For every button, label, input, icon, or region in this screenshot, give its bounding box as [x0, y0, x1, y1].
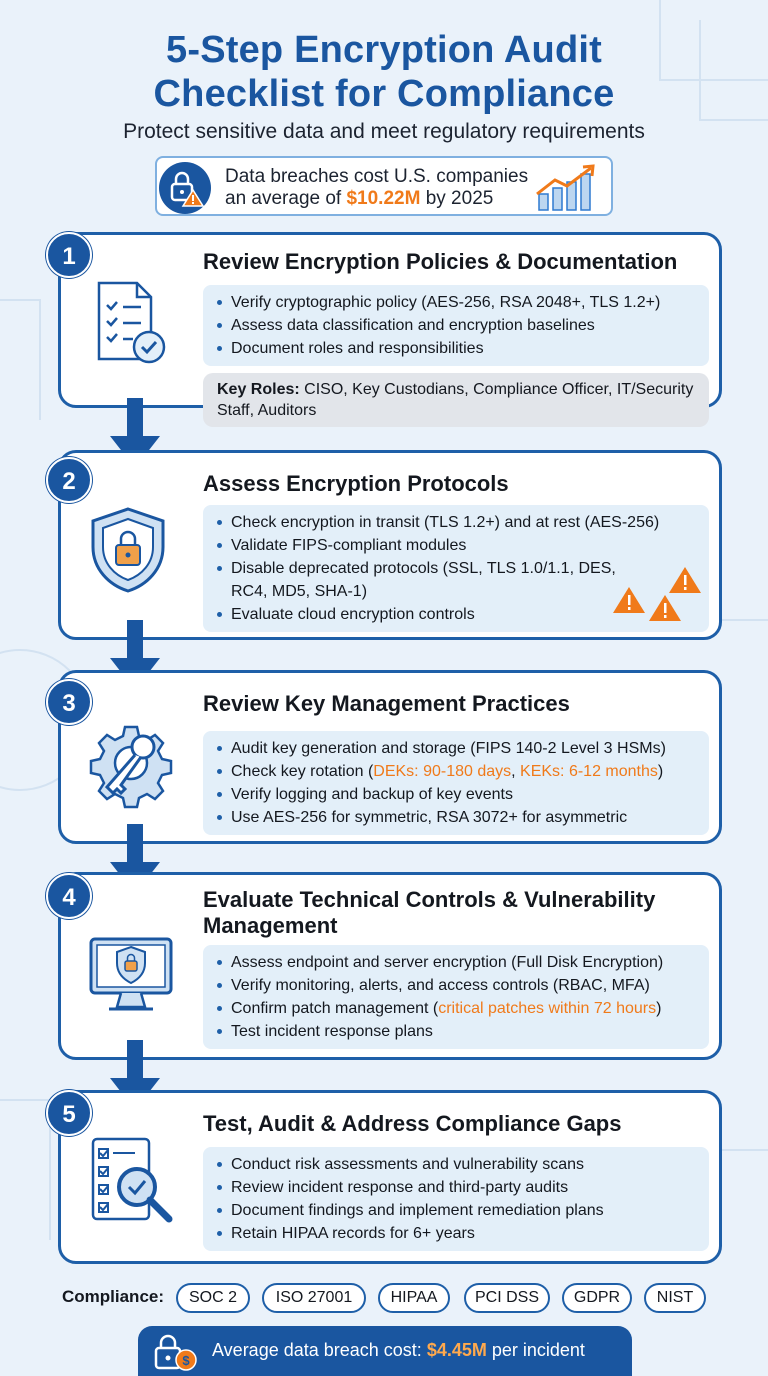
step-1-card [58, 232, 722, 419]
rotation-separator: , [511, 763, 521, 780]
key-roles-text: CISO, Key Custodians, Compliance Officer, IT/Security Staff, Auditors [217, 381, 694, 419]
list-item: Assess endpoint and server encryption (Full Disk Encryption) [215, 951, 699, 974]
shield-lock-icon [85, 505, 171, 595]
step-1-bullets [203, 285, 709, 366]
patch-prefix: Confirm patch management ( [231, 1000, 439, 1017]
breach-stat-banner [155, 156, 613, 216]
list-item: Audit key generation and storage (FIPS 140-2 Level 3 HSMs) [215, 737, 699, 760]
list-item [215, 760, 699, 783]
list-item: Document roles and responsibilities [215, 337, 699, 360]
step-3-title: Review Key Management Practices [203, 691, 570, 716]
stat-suffix: by 2025 [420, 188, 494, 209]
title-line-2: Checklist for Compliance [153, 73, 615, 115]
compliance-label: Compliance: [62, 1287, 165, 1306]
compliance-badge: HIPAA [378, 1283, 450, 1313]
gear-key-icon [85, 717, 177, 809]
monitor-shield-icon [85, 931, 177, 1017]
step-5-number: 5 [46, 1090, 92, 1136]
patch-highlight: critical patches within 72 hours [438, 1000, 657, 1017]
step-5-bullets [203, 1147, 709, 1251]
lock-warning-icon [157, 160, 213, 216]
list-item: Conduct risk assessments and vulnerability scans [215, 1153, 699, 1176]
footer-banner [138, 1326, 632, 1376]
stat-prefix: an average of [225, 188, 347, 209]
stat-line-2 [225, 188, 528, 210]
step-4-card [58, 872, 722, 1060]
page-title [0, 28, 768, 116]
list-item: Document findings and implement remediation plans [215, 1199, 699, 1222]
rotation-suffix: ) [657, 763, 664, 780]
compliance-badge: ISO 27001 [262, 1283, 366, 1313]
step-3-card [58, 670, 722, 844]
key-roles-label: Key Roles: [217, 381, 300, 398]
footer-prefix: Average data breach cost: [212, 1340, 427, 1360]
stat-line-1: Data breaches cost U.S. companies [225, 166, 529, 187]
patch-suffix: ) [656, 1000, 662, 1017]
list-item: Test incident response plans [215, 1020, 699, 1043]
step-4-title: Evaluate Technical Controls & Vulnerability Management [203, 887, 656, 938]
footer-text [212, 1340, 585, 1361]
footer-value: $4.45M [426, 1340, 487, 1360]
compliance-badge: GDPR [562, 1283, 632, 1313]
list-item: Verify monitoring, alerts, and access controls (RBAC, MFA) [215, 974, 699, 997]
step-2-title: Assess Encryption Protocols [203, 471, 509, 496]
step-4-number: 4 [46, 873, 92, 919]
warning-icon [613, 565, 703, 625]
footer-suffix: per incident [486, 1340, 585, 1360]
step-2-card [58, 450, 722, 640]
step-3-bullets [203, 731, 709, 835]
step-3-number: 3 [46, 679, 92, 725]
step-5-title: Test, Audit & Address Compliance Gaps [203, 1111, 622, 1136]
step-4-bullets [203, 945, 709, 1049]
dek-rotation: DEKs: 90-180 days [373, 763, 512, 780]
list-item: Retain HIPAA records for 6+ years [215, 1222, 699, 1245]
compliance-badge: SOC 2 [176, 1283, 250, 1313]
list-item: Validate FIPS-compliant modules [215, 534, 699, 557]
title-line-1: 5-Step Encryption Audit [166, 29, 602, 71]
checklist-magnifier-icon [85, 1135, 177, 1227]
checklist-document-icon [85, 279, 175, 369]
kek-rotation: KEKs: 6-12 months [520, 763, 658, 780]
key-roles-box [203, 373, 709, 427]
list-item: Assess data classification and encryption baselines [215, 314, 699, 337]
list-item: Evaluate cloud encryption controls [215, 603, 699, 626]
list-item: Verify logging and backup of key events [215, 783, 699, 806]
list-item: Check encryption in transit (TLS 1.2+) and at rest (AES-256) [215, 511, 699, 534]
list-item: Verify cryptographic policy (AES-256, RSA 2048+, TLS 1.2+) [215, 291, 699, 314]
trend-chart-icon [535, 164, 601, 212]
stat-text [225, 166, 528, 210]
rotation-prefix: Check key rotation ( [231, 763, 374, 780]
list-item: Review incident response and third-party audits [215, 1176, 699, 1199]
compliance-badge: NIST [644, 1283, 706, 1313]
step-2-number: 2 [46, 457, 92, 503]
lock-dollar-icon [154, 1332, 198, 1372]
page-subtitle: Protect sensitive data and meet regulatory requirements [123, 120, 645, 143]
svg-text:$: $ [182, 1353, 190, 1368]
compliance-badge: PCI DSS [464, 1283, 550, 1313]
list-item: Use AES-256 for symmetric, RSA 3072+ for asymmetric [215, 806, 699, 829]
step-1-number: 1 [46, 232, 92, 278]
list-item: Disable deprecated protocols (SSL, TLS 1.0/1.1, DES, RC4, MD5, SHA-1) [215, 557, 699, 603]
list-item [215, 997, 699, 1020]
step-1-title: Review Encryption Policies & Documentation [203, 249, 678, 274]
compliance-row [62, 1283, 762, 1313]
step-5-card [58, 1090, 722, 1264]
stat-value: $10.22M [346, 188, 421, 209]
